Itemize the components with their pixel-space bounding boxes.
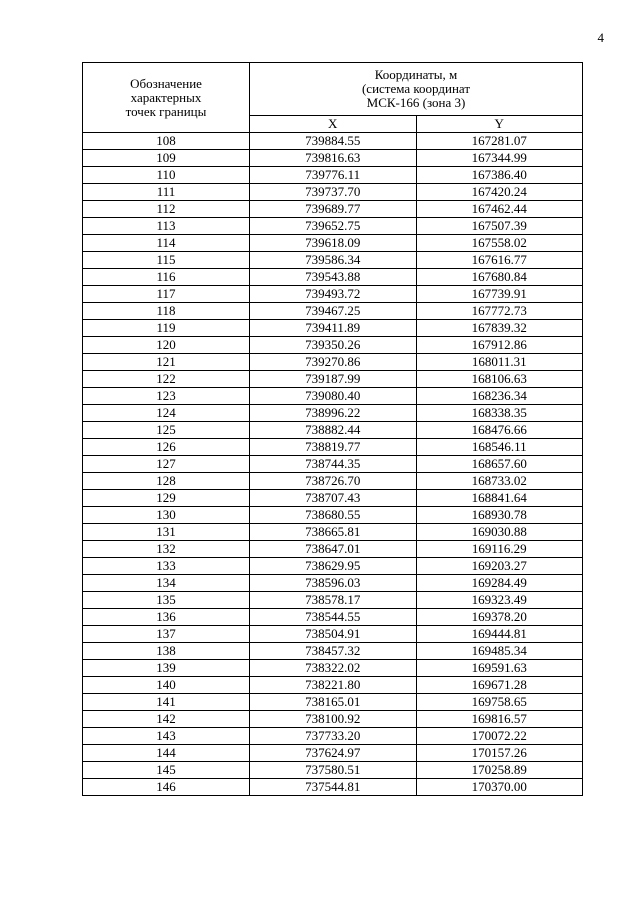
- y-coordinate-cell: 169284.49: [416, 575, 583, 592]
- table-row: [83, 388, 583, 405]
- x-coordinate-cell: 739187.99: [250, 371, 417, 388]
- y-coordinate-cell: 168338.35: [416, 405, 583, 422]
- point-number-cell: 139: [83, 660, 250, 677]
- point-number-cell: 125: [83, 422, 250, 439]
- point-number-cell: 137: [83, 626, 250, 643]
- y-coordinate-cell: 169378.20: [416, 609, 583, 626]
- x-coordinate-cell: 739816.63: [250, 150, 417, 167]
- x-coordinate-cell: 738221.80: [250, 677, 417, 694]
- y-column-header: Y: [416, 116, 583, 133]
- table-row: [83, 779, 583, 796]
- table-row: [83, 745, 583, 762]
- y-coordinate-cell: 167507.39: [416, 218, 583, 235]
- table-row: [83, 490, 583, 507]
- point-number-cell: 109: [83, 150, 250, 167]
- y-coordinate-cell: 167839.32: [416, 320, 583, 337]
- x-coordinate-cell: 739737.70: [250, 184, 417, 201]
- table-row: [83, 626, 583, 643]
- point-number-cell: 112: [83, 201, 250, 218]
- y-coordinate-cell: 167558.02: [416, 235, 583, 252]
- x-coordinate-cell: 738544.55: [250, 609, 417, 626]
- y-coordinate-cell: 168733.02: [416, 473, 583, 490]
- point-number-cell: 144: [83, 745, 250, 762]
- x-coordinate-cell: 739776.11: [250, 167, 417, 184]
- table-row: [83, 575, 583, 592]
- y-coordinate-cell: 170258.89: [416, 762, 583, 779]
- table-row: [83, 218, 583, 235]
- point-number-cell: 132: [83, 541, 250, 558]
- point-number-cell: 113: [83, 218, 250, 235]
- x-coordinate-cell: 738322.02: [250, 660, 417, 677]
- point-number-cell: 136: [83, 609, 250, 626]
- table-row: [83, 456, 583, 473]
- x-coordinate-cell: 738457.32: [250, 643, 417, 660]
- table-row: [83, 320, 583, 337]
- point-number-cell: 131: [83, 524, 250, 541]
- x-coordinate-cell: 739411.89: [250, 320, 417, 337]
- table-row: [83, 303, 583, 320]
- table-row: [83, 269, 583, 286]
- table-row: [83, 609, 583, 626]
- y-coordinate-cell: 169758.65: [416, 694, 583, 711]
- point-number-cell: 116: [83, 269, 250, 286]
- x-coordinate-cell: 738744.35: [250, 456, 417, 473]
- x-coordinate-cell: 738707.43: [250, 490, 417, 507]
- y-coordinate-cell: 169323.49: [416, 592, 583, 609]
- y-coordinate-cell: 169203.27: [416, 558, 583, 575]
- y-coordinate-cell: 167281.07: [416, 133, 583, 150]
- x-coordinate-cell: 738165.01: [250, 694, 417, 711]
- x-coordinate-cell: 738504.91: [250, 626, 417, 643]
- x-coordinate-cell: 739080.40: [250, 388, 417, 405]
- table-row: [83, 150, 583, 167]
- table-row: [83, 473, 583, 490]
- x-coordinate-cell: 739652.75: [250, 218, 417, 235]
- y-coordinate-cell: 167772.73: [416, 303, 583, 320]
- y-coordinate-cell: 168236.34: [416, 388, 583, 405]
- y-coordinate-cell: 169116.29: [416, 541, 583, 558]
- point-number-cell: 130: [83, 507, 250, 524]
- point-number-cell: 134: [83, 575, 250, 592]
- point-number-cell: 133: [83, 558, 250, 575]
- point-number-cell: 118: [83, 303, 250, 320]
- x-coordinate-cell: 739884.55: [250, 133, 417, 150]
- table-row: [83, 184, 583, 201]
- table-row: [83, 422, 583, 439]
- y-coordinate-cell: 167739.91: [416, 286, 583, 303]
- point-number-cell: 117: [83, 286, 250, 303]
- x-coordinate-cell: 737624.97: [250, 745, 417, 762]
- point-number-cell: 146: [83, 779, 250, 796]
- x-coordinate-cell: 739467.25: [250, 303, 417, 320]
- table-row: [83, 201, 583, 218]
- table-row: [83, 762, 583, 779]
- table-row: [83, 252, 583, 269]
- table-row: [83, 439, 583, 456]
- y-coordinate-cell: 167616.77: [416, 252, 583, 269]
- x-coordinate-cell: 738819.77: [250, 439, 417, 456]
- table-row: [83, 371, 583, 388]
- y-coordinate-cell: 169444.81: [416, 626, 583, 643]
- point-number-cell: 141: [83, 694, 250, 711]
- x-coordinate-cell: 737544.81: [250, 779, 417, 796]
- x-coordinate-cell: 738629.95: [250, 558, 417, 575]
- header-row-main: [83, 63, 583, 116]
- x-coordinate-cell: 739493.72: [250, 286, 417, 303]
- point-number-cell: 135: [83, 592, 250, 609]
- table-row: [83, 592, 583, 609]
- y-coordinate-cell: 168476.66: [416, 422, 583, 439]
- y-coordinate-cell: 169671.28: [416, 677, 583, 694]
- point-number-cell: 110: [83, 167, 250, 184]
- table-row: [83, 660, 583, 677]
- point-number-cell: 108: [83, 133, 250, 150]
- x-coordinate-cell: 738100.92: [250, 711, 417, 728]
- y-coordinate-cell: 167344.99: [416, 150, 583, 167]
- point-number-cell: 145: [83, 762, 250, 779]
- table-row: [83, 711, 583, 728]
- y-coordinate-cell: 168657.60: [416, 456, 583, 473]
- x-coordinate-cell: 738882.44: [250, 422, 417, 439]
- table-row: [83, 235, 583, 252]
- x-coordinate-cell: 738596.03: [250, 575, 417, 592]
- y-coordinate-cell: 169591.63: [416, 660, 583, 677]
- y-coordinate-cell: 168106.63: [416, 371, 583, 388]
- table-row: [83, 643, 583, 660]
- y-coordinate-cell: 169030.88: [416, 524, 583, 541]
- point-number-cell: 126: [83, 439, 250, 456]
- x-coordinate-cell: 738647.01: [250, 541, 417, 558]
- y-coordinate-cell: 167912.86: [416, 337, 583, 354]
- point-number-cell: 121: [83, 354, 250, 371]
- y-coordinate-cell: 168011.31: [416, 354, 583, 371]
- table-row: [83, 694, 583, 711]
- point-number-cell: 138: [83, 643, 250, 660]
- coordinates-header: Координаты, м (система координат МСК-166 (зона 3): [250, 63, 583, 116]
- point-number-cell: 127: [83, 456, 250, 473]
- x-coordinate-cell: 739543.88: [250, 269, 417, 286]
- x-coordinate-cell: 737580.51: [250, 762, 417, 779]
- point-number-cell: 111: [83, 184, 250, 201]
- x-coordinate-cell: 738996.22: [250, 405, 417, 422]
- x-coordinate-cell: 738665.81: [250, 524, 417, 541]
- table-row: [83, 286, 583, 303]
- x-coordinate-cell: 738578.17: [250, 592, 417, 609]
- point-number-cell: 129: [83, 490, 250, 507]
- y-coordinate-cell: 167462.44: [416, 201, 583, 218]
- point-number-cell: 122: [83, 371, 250, 388]
- point-number-cell: 140: [83, 677, 250, 694]
- table-row: [83, 167, 583, 184]
- x-coordinate-cell: 739586.34: [250, 252, 417, 269]
- y-coordinate-cell: 169816.57: [416, 711, 583, 728]
- table-row: [83, 558, 583, 575]
- table-row: [83, 524, 583, 541]
- table-row: [83, 677, 583, 694]
- coordinates-table: [82, 62, 583, 796]
- table-row: [83, 405, 583, 422]
- page-number: 4: [597, 30, 604, 45]
- x-coordinate-cell: 739689.77: [250, 201, 417, 218]
- x-coordinate-cell: 738726.70: [250, 473, 417, 490]
- y-coordinate-cell: 168546.11: [416, 439, 583, 456]
- x-coordinate-cell: 738680.55: [250, 507, 417, 524]
- table-row: [83, 728, 583, 745]
- point-number-cell: 142: [83, 711, 250, 728]
- table-row: [83, 541, 583, 558]
- point-number-cell: 128: [83, 473, 250, 490]
- y-coordinate-cell: 167420.24: [416, 184, 583, 201]
- x-coordinate-cell: 739350.26: [250, 337, 417, 354]
- x-coordinate-cell: 739270.86: [250, 354, 417, 371]
- point-number-cell: 114: [83, 235, 250, 252]
- table-row: [83, 337, 583, 354]
- table-row: [83, 133, 583, 150]
- y-coordinate-cell: 170370.00: [416, 779, 583, 796]
- table-row: [83, 354, 583, 371]
- point-number-cell: 143: [83, 728, 250, 745]
- table-header: [83, 63, 583, 133]
- y-coordinate-cell: 168841.64: [416, 490, 583, 507]
- y-coordinate-cell: 168930.78: [416, 507, 583, 524]
- x-coordinate-cell: 737733.20: [250, 728, 417, 745]
- point-number-cell: 120: [83, 337, 250, 354]
- y-coordinate-cell: 170072.22: [416, 728, 583, 745]
- table-body: [83, 133, 583, 796]
- point-number-cell: 119: [83, 320, 250, 337]
- point-number-cell: 123: [83, 388, 250, 405]
- point-number-cell: 115: [83, 252, 250, 269]
- table-row: [83, 507, 583, 524]
- x-coordinate-cell: 739618.09: [250, 235, 417, 252]
- y-coordinate-cell: 169485.34: [416, 643, 583, 660]
- x-column-header: X: [250, 116, 417, 133]
- point-designation-header: Обозначение характерных точек границы: [83, 63, 250, 133]
- point-number-cell: 124: [83, 405, 250, 422]
- y-coordinate-cell: 167386.40: [416, 167, 583, 184]
- y-coordinate-cell: 170157.26: [416, 745, 583, 762]
- y-coordinate-cell: 167680.84: [416, 269, 583, 286]
